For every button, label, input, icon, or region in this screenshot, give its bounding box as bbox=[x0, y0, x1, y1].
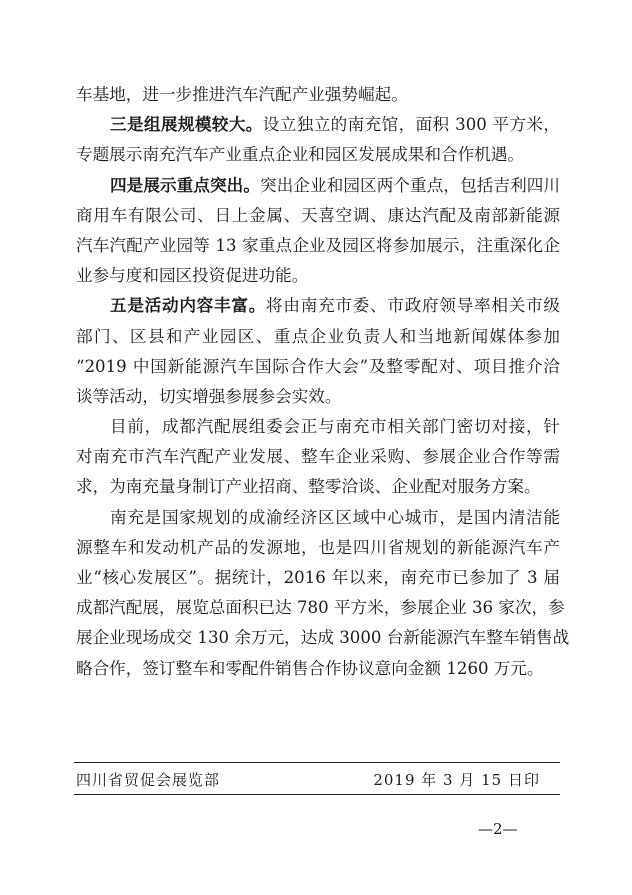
text-line bbox=[76, 171, 560, 201]
text-line: 对南充市汽车汽配产业发展、整车企业采购、参展企业合作等需 bbox=[76, 447, 560, 467]
text-line: 部门、区县和产业园区、重点企业负责人和当地新闻媒体参加 bbox=[76, 326, 560, 346]
print-date: 2019 年 3 月 15 日印 bbox=[373, 771, 540, 789]
body-text bbox=[76, 80, 570, 684]
text-line: 求，为南充量身制订产业招商、整零洽谈、企业配对服务方案。 bbox=[76, 477, 541, 497]
text-span: 将由南充市委、市政府领导率相关市级 bbox=[266, 296, 561, 316]
text-line: 展企业现场成交 130 余万元，达成 3000 台新能源汽车整车销售战 bbox=[76, 628, 570, 648]
text-line: 源整车和发动机产品的发源地，也是四川省规划的新能源汽车产 bbox=[76, 537, 560, 557]
text-line bbox=[76, 110, 560, 140]
text-line: 谈等活动，切实增强参展参会实效。 bbox=[76, 386, 342, 406]
text-span: 设立独立的南充馆，面积 300 平方米， bbox=[262, 115, 560, 135]
section-heading: 三是组展规模较大。 bbox=[110, 115, 263, 135]
text-line: 专题展示南充汽车产业重点企业和园区发展成果和合作机遇。 bbox=[76, 145, 525, 165]
document-footer bbox=[74, 762, 560, 795]
text-line: 成都汽配展，展览总面积已达 780 平方米，参展企业 36 家次，参 bbox=[76, 598, 565, 618]
text-line: 略合作，签订整车和零配件销售合作协议意向金额 1260 万元。 bbox=[76, 658, 544, 678]
page-number: —2— bbox=[478, 820, 518, 838]
text-line bbox=[76, 291, 560, 321]
text-line: “2019 中国新能源汽车国际合作大会”及整零配对、项目推介洽 bbox=[76, 356, 560, 376]
text-line: 业“核心发展区”。据统计，2016 年以来，南充市已参加了 3 届 bbox=[76, 568, 560, 587]
text-span: 突出企业和园区两个重点，包括吉利四川 bbox=[260, 175, 561, 195]
issuer-label: 四川省贸促会展览部 bbox=[76, 771, 221, 789]
text-line: 目前，成都汽配展组委会正与南充市相关部门密切对接，针 bbox=[110, 417, 560, 437]
section-heading: 五是活动内容丰富。 bbox=[110, 296, 267, 316]
text-line: 南充是国家规划的成渝经济区区域中心城市，是国内清洁能 bbox=[110, 507, 560, 527]
text-line: 汽车汽配产业园等 13 家重点企业及园区将参加展示，注重深化企 bbox=[76, 235, 560, 255]
text-line: 商用车有限公司、日上金属、天喜空调、康达汽配及南部新能源 bbox=[76, 205, 560, 225]
section-heading: 四是展示重点突出。 bbox=[110, 175, 261, 195]
text-line: 车基地，进一步推进汽车汽配产业强势崛起。 bbox=[76, 85, 408, 104]
text-line: 业参与度和园区投资促进功能。 bbox=[76, 266, 309, 286]
